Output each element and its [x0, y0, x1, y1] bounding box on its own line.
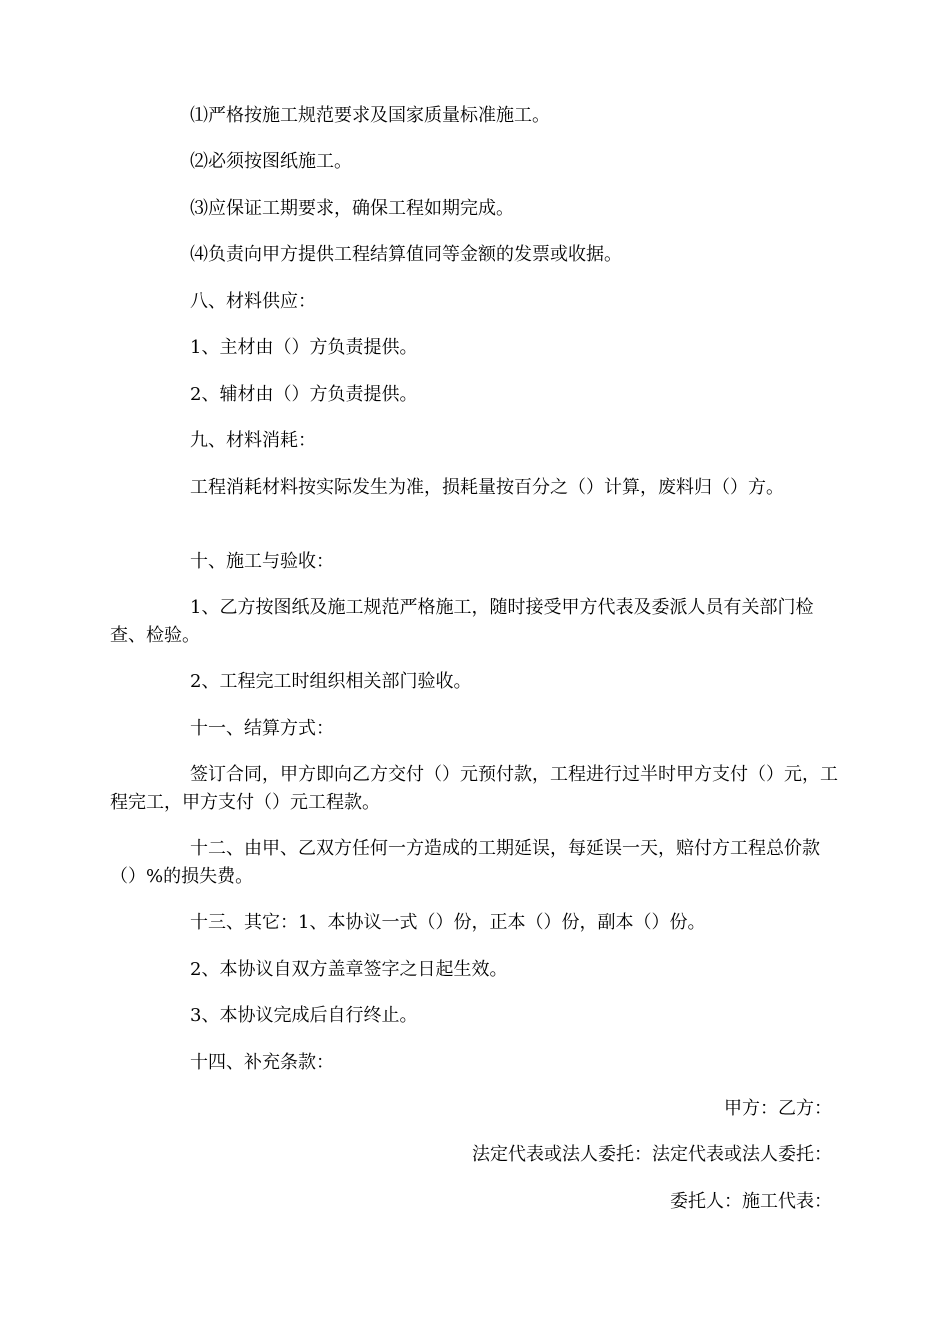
- section-10-heading: 十、施工与验收：: [190, 551, 334, 572]
- section-12-text: 十二、由甲、乙双方任何一方造成的工期延误，每延误一天，赔付方工程总价款（）%的损失费。: [110, 838, 820, 887]
- item-1: ⑴严格按施工规范要求及国家质量标准施工。: [190, 105, 550, 126]
- section-10-line-1: 1、乙方按图纸及施工规范严格施工，随时接受甲方代表及委派人员有关部门检查、检验。: [110, 597, 814, 646]
- item-4: ⑷负责向甲方提供工程结算值同等金额的发票或收据。: [190, 244, 622, 265]
- section-13-line-1: 十三、其它：1、本协议一式（）份，正本（）份，副本（）份。: [190, 912, 706, 933]
- section-8-line-2: 2、辅材由（）方负责提供。: [190, 384, 418, 405]
- signature-representatives: 法定代表或法人委托：法定代表或法人委托：: [472, 1144, 832, 1165]
- section-9-heading: 九、材料消耗：: [190, 430, 316, 451]
- signature-parties: 甲方：乙方：: [724, 1098, 832, 1119]
- signature-agents: 委托人：施工代表：: [670, 1191, 832, 1212]
- section-8-heading: 八、材料供应：: [190, 291, 316, 312]
- section-8-line-1: 1、主材由（）方负责提供。: [190, 337, 418, 358]
- item-2: ⑵必须按图纸施工。: [190, 151, 352, 172]
- section-13-line-2: 2、本协议自双方盖章签字之日起生效。: [190, 959, 508, 980]
- section-13-line-3: 3、本协议完成后自行终止。: [190, 1005, 418, 1026]
- section-10-line-2: 2、工程完工时组织相关部门验收。: [190, 671, 472, 692]
- section-9-text: 工程消耗材料按实际发生为准，损耗量按百分之（）计算，废料归（）方。: [190, 477, 784, 498]
- section-11-heading: 十一、结算方式：: [190, 718, 334, 739]
- section-11-text: 签订合同，甲方即向乙方交付（）元预付款，工程进行过半时甲方支付（）元，工程完工，甲方支付（）元工程款。: [110, 764, 838, 813]
- item-3: ⑶应保证工期要求，确保工程如期完成。: [190, 198, 514, 219]
- section-14-heading: 十四、补充条款：: [190, 1052, 334, 1073]
